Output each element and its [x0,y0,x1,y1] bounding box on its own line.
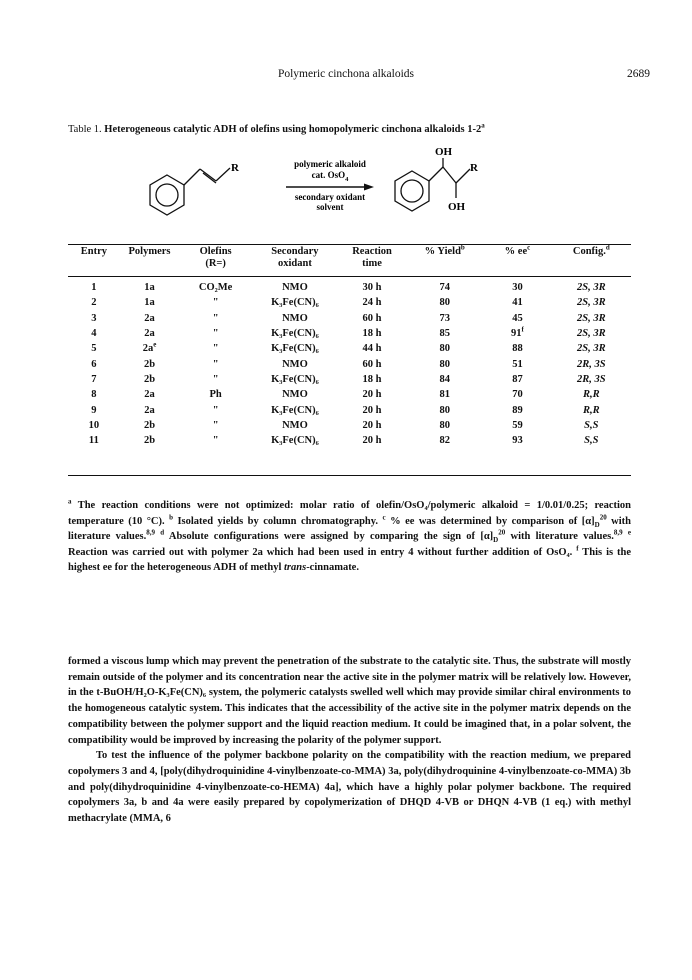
col-header-reaction-time: Reaction time [352,246,392,269]
cell-polymer: 1a [144,282,155,294]
cell-reaction-time: 20 h [362,435,382,447]
cell-reaction-time: 24 h [362,297,382,309]
cell-ee: 70 [512,389,523,401]
cell-oxidant: K₃Fe(CN)₆ [271,435,319,447]
cell-polymer: 2a [144,328,155,340]
cell-ee: 89 [512,404,523,416]
cell-reaction-time: 60 h [362,358,382,370]
cell-olefin: " [212,343,219,355]
cell-config: 2S, 3R [577,282,606,294]
cell-config: R,R [582,389,600,401]
table-bottom-rule [68,475,631,476]
cell-config: S,S [584,419,599,431]
cell-oxidant: NMO [282,312,308,324]
table-row [68,418,631,433]
cell-config: 2R, 3S [577,373,606,385]
cell-yield: 81 [439,389,450,401]
arrow-above-line-1: polymeric alkaloid [294,159,366,169]
table-row [68,387,631,402]
cell-oxidant: K₃Fe(CN)₆ [271,373,319,385]
col-header-secondary-oxidant: Secondary oxidant [271,246,319,269]
cell-entry: 5 [91,343,97,355]
cell-config: 2R, 3S [577,358,606,370]
body-paragraph-2: To test the influence of the polymer backbone polarity on the compatibility with the reaction medium, we prepared copolymers 3 and 4, [poly(dihydroquinidine 4-vinylbenzoate-co-MMA) 3a, poly(dihydroquinine 4-vinylbenzoate-co-MMA) 3b and poly(dihydroquinidine 4-vinylbenzoate-co-HEMA) 4a], which have a highly polar polymer backbone. The required copolymers 3a, b and 4a were easily prepared by copolymerization of DHQD 4-VB or DHQN 4-VB (1 eq.) with methyl methacrylate (MMA, 6 [68,750,631,825]
cell-entry: 11 [88,435,99,447]
col-header-config: Config.$^d$ [572,243,610,257]
table-top-rule [68,244,631,245]
cell-yield: 80 [439,297,450,309]
product-oh-bottom: OH [448,201,466,213]
cell-oxidant: K₃Fe(CN)₆ [271,343,319,355]
product-oh-top: OH [435,146,453,158]
reactant-olefin-chain [184,168,230,185]
cell-polymer: 2a [144,404,155,416]
cell-yield: 73 [439,312,450,324]
cell-olefin: " [212,312,219,324]
cell-ee: 45 [512,312,523,324]
arrow-below-line-2: solvent [316,202,344,212]
cell-polymer: 1a [144,297,155,309]
cell-yield: 84 [439,373,450,385]
cell-ee: 88 [512,343,523,355]
footnote-d: Absolute configurations were assigned by comparing the sign of $[\alpha]_D^{20}$ with literature values.$^{8,9}$ [168,528,623,545]
cell-ee: 41 [512,297,523,309]
cell-oxidant: K₃Fe(CN)₆ [271,404,319,416]
cell-reaction-time: 60 h [362,312,382,324]
cell-yield: 80 [439,343,450,355]
table-row [68,311,631,326]
footnote-a: The reaction conditions were not optimized: molar ratio of olefin/OsO₄/polymeric alkaloid = 1/0.01/0.25; reaction temperature (10 °C). [68,500,632,527]
reaction-scheme [120,138,550,234]
cell-config: 2S, 3R [577,312,606,324]
arrow-above-line-2: cat. OsO$_4$ [311,170,349,183]
cell-config: R,R [582,404,600,416]
cell-entry: 4 [91,328,97,340]
cell-yield: 80 [439,358,450,370]
table-row [68,326,631,341]
product-substituent: R [470,162,478,174]
cell-ee: 87 [512,373,523,385]
cell-oxidant: NMO [282,282,308,294]
cell-olefin: " [212,358,219,370]
table-header-row [68,246,631,276]
table-caption-text: Heterogeneous catalytic ADH of olefins using homopolymeric cinchona alkaloids 1-2 [104,124,482,135]
cell-olefin: " [212,435,219,447]
table-row [68,372,631,387]
cell-polymer: 2b [143,419,156,431]
cell-reaction-time: 44 h [362,343,382,355]
col-header-olefins: Olefins (R=) [199,246,232,269]
cell-entry: 7 [91,373,97,385]
cell-olefin: CO₂Me [198,282,233,294]
cell-polymer: 2b [143,373,156,385]
cell-oxidant: NMO [282,389,308,401]
cell-config: 2S, 3R [577,343,606,355]
cell-ee: 59 [512,419,523,431]
cell-entry: 10 [88,419,100,431]
table-row [68,356,631,371]
cell-olefin: " [212,404,219,416]
cell-polymer: 2a [144,312,155,324]
table-label: Table 1. [68,124,102,135]
results-table [68,243,631,448]
col-header-entry: Entry [80,246,108,257]
table-row [68,433,631,448]
product-diol-chain [429,158,470,198]
table-row [68,341,631,356]
reactant-benzene-ring [150,175,184,215]
cell-olefin: Ph [209,389,222,401]
footnote-b: Isolated yields by column chromatography. [177,515,379,527]
cell-entry: 2 [91,297,97,309]
col-header-yield: % Yield$^b$ [424,243,465,257]
cell-entry: 3 [91,312,97,324]
reactant-substituent: R [231,162,239,174]
footnote-f: This is the highest ee for the heterogeneous ADH of methyl trans-cinnamate. [68,546,631,574]
cell-entry: 9 [91,404,97,416]
cell-polymer: 2b [143,358,156,370]
cell-ee: 51 [512,358,523,370]
cell-reaction-time: 20 h [362,404,382,416]
col-header-polymers: Polymers [128,246,171,257]
cell-oxidant: NMO [282,419,308,431]
table-footnotes [68,498,631,576]
cell-olefin: " [212,297,219,309]
footnote-e: Reaction was carried out with polymer 2a which had been used in entry 4 without further addition of OsO₄. [68,546,573,558]
cell-olefin: " [212,373,219,385]
cell-oxidant: NMO [282,358,308,370]
body-text [68,654,631,827]
cell-olefin: " [212,328,219,340]
cell-reaction-time: 18 h [362,373,382,385]
cell-ee: 91$^f$ [511,325,524,340]
table-row [68,402,631,417]
footnote-block: $^a$ The reaction conditions were not optimized: molar ratio of olefin/OsO₄/polymeric alkaloid = 1/0.01/0.25; reaction temperature (10 °C). $^b$ Isolated yields by column chromatography. $^c$ % ee was determined by comparison of $[\alpha]_D^{20}$ with literature values.$^{8,9}$ $^d$ Absolute configurations were assigned by comparing the sign of $[\alpha]_D^{20}$ with literature values.$^{8,9}$ $^e$ Reaction was carried out with polymer 2a which had been used in entry 4 without further addition of OsO₄. $^f$ This is the highest ee for the heterogeneous ADH of methyl trans-cinnamate. [68,497,632,574]
table-caption-mark: a [481,121,485,130]
cell-yield: 82 [439,435,450,447]
cell-oxidant: K₃Fe(CN)₆ [271,328,319,340]
cell-yield: 85 [439,328,450,340]
table-row [68,276,631,295]
table-caption [68,121,485,135]
reaction-arrow [286,184,374,191]
product-benzene-ring [395,171,429,211]
cell-yield: 74 [439,282,450,294]
cell-reaction-time: 30 h [362,282,382,294]
cell-entry: 1 [91,282,97,294]
cell-reaction-time: 20 h [362,419,382,431]
page-number: 2689 [627,68,650,80]
cell-polymer: 2b [143,435,156,447]
cell-entry: 8 [91,389,97,401]
cell-yield: 80 [439,419,450,431]
cell-ee: 30 [512,282,523,294]
arrow-below-line-1: secondary oxidant [294,192,366,202]
cell-reaction-time: 18 h [362,328,382,340]
body-paragraph-1: formed a viscous lump which may prevent the penetration of the substrate to the catalytic site. Thus, the substrate will mostly remain outside of the polymer and its concentration near the active site in the polymer matrix will be relatively low. However, in the t-BuOH/H₂O-K₃Fe(CN)₆ system, the polymeric catalysts swelled well which may provide similar chiral environments to the homogeneous catalytic system. This indicates that the accessibility of the active site in the polymer matrix depends on the compatibility between the polymer support and the liquid reaction medium. It could be imagined that, in a polar solvent, the compatibility would be improved by increasing the polarity of the polymer support. [68,656,631,746]
cell-oxidant: K₃Fe(CN)₆ [271,297,319,309]
cell-reaction-time: 20 h [362,389,382,401]
col-header-ee: % $ee^c$ [504,243,531,257]
cell-config: S,S [584,435,599,447]
cell-olefin: " [212,419,219,431]
cell-yield: 80 [439,404,450,416]
cell-ee: 93 [512,435,523,447]
cell-config: 2S, 3R [577,328,606,340]
cell-entry: 6 [91,358,97,370]
cell-config: 2S, 3R [577,297,606,309]
cell-polymer: $2a^e$ [142,340,157,355]
running-title: Polymeric cinchona alkaloids [277,68,415,80]
footnote-c: % ee was determined by comparison of $[\alpha]_D^{20}$ with literature values.$^{8,9}$ [68,513,631,543]
cell-polymer: 2a [144,389,155,401]
table-row [68,295,631,310]
